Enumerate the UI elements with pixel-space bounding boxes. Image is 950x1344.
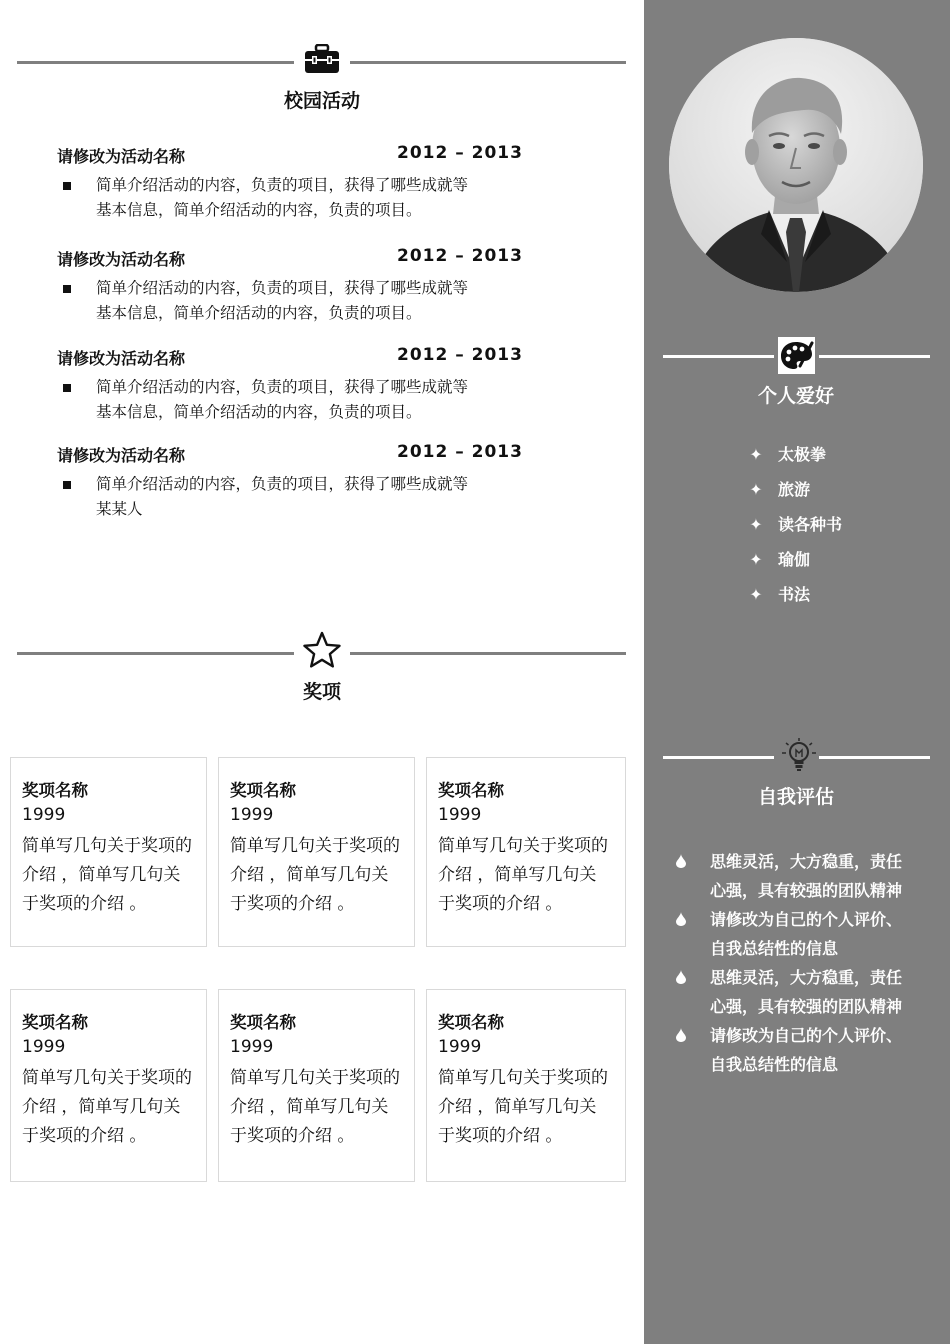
award-description: 简单写几句关于奖项的 介绍 ，简单写几句关 于奖项的介绍 。: [438, 836, 608, 914]
award-year: 1999: [438, 1037, 482, 1057]
droplet-icon: [676, 911, 686, 930]
four-point-star-icon: ✦: [749, 515, 763, 534]
four-point-star-icon: ✦: [749, 445, 763, 464]
activities-rule-left: [17, 61, 294, 64]
award-description: 简单写几句关于奖项的 介绍 ，简单写几句关 于奖项的介绍 。: [438, 1068, 608, 1146]
activities-rule-right: [350, 61, 626, 64]
award-card: [426, 989, 626, 1182]
activity-bullet: [63, 481, 71, 489]
lightbulb-icon: [780, 737, 818, 781]
award-name: 奖项名称: [438, 1013, 504, 1032]
four-point-star-icon: ✦: [749, 480, 763, 499]
profile-photo: [669, 38, 923, 292]
palette-icon: [778, 337, 815, 378]
activity-description: 简单介绍活动的内容，负责的项目，获得了哪些成就等 基本信息，简单介绍活动的内容，负责的项目。: [96, 176, 469, 219]
award-year: 1999: [438, 805, 482, 825]
award-year: 1999: [230, 1037, 274, 1057]
awards-rule-right: [350, 652, 626, 655]
awards-rule-left: [17, 652, 294, 655]
award-card: [218, 989, 415, 1182]
award-year: 1999: [22, 805, 66, 825]
award-name: 奖项名称: [230, 1013, 296, 1032]
evaluation-item: 请修改为自己的个人评价、 自我总结性的信息: [710, 910, 903, 958]
hobbies-rule-right: [819, 355, 930, 358]
activity-years: 2012 – 2013: [397, 143, 523, 163]
award-card: [426, 757, 626, 947]
hobby-item: ✦ 瑜伽: [749, 550, 811, 569]
award-name: 奖项名称: [230, 781, 296, 800]
award-year: 1999: [22, 1037, 66, 1057]
award-card: [218, 757, 415, 947]
award-description: 简单写几句关于奖项的 介绍 ，简单写几句关 于奖项的介绍 。: [22, 1068, 192, 1146]
activity-name: 请修改为活动名称: [57, 446, 186, 465]
activity-description: 简单介绍活动的内容，负责的项目，获得了哪些成就等 某某人: [96, 475, 469, 518]
hobbies-title: 个人爱好: [757, 385, 834, 407]
droplet-icon: [676, 853, 686, 872]
evaluation-item: 思维灵活，大方稳重，责任 心强，具有较强的团队精神: [710, 968, 903, 1016]
evaluation-rule-right: [819, 756, 930, 759]
evaluation-item: 思维灵活，大方稳重，责任 心强，具有较强的团队精神: [710, 852, 903, 900]
activity-description: 简单介绍活动的内容，负责的项目，获得了哪些成就等 基本信息，简单介绍活动的内容，负责的项目。: [96, 378, 469, 421]
award-name: 奖项名称: [22, 781, 88, 800]
evaluation-rule-left: [663, 756, 774, 759]
award-description: 简单写几句关于奖项的 介绍 ，简单写几句关 于奖项的介绍 。: [230, 836, 400, 914]
activity-name: 请修改为活动名称: [57, 349, 186, 368]
hobby-item: ✦ 旅游: [749, 480, 811, 499]
activity-name: 请修改为活动名称: [57, 147, 186, 166]
award-description: 简单写几句关于奖项的 介绍 ，简单写几句关 于奖项的介绍 。: [230, 1068, 400, 1146]
hobby-item: ✦ 太极拳: [749, 445, 827, 464]
activity-bullet: [63, 285, 71, 293]
award-year: 1999: [230, 805, 274, 825]
activity-bullet: [63, 182, 71, 190]
activity-years: 2012 – 2013: [397, 345, 523, 365]
droplet-icon: [676, 1027, 686, 1046]
evaluation-item: 请修改为自己的个人评价、 自我总结性的信息: [710, 1026, 903, 1074]
activities-title: 校园活动: [283, 90, 360, 112]
evaluation-title: 自我评估: [757, 786, 834, 808]
droplet-icon: [676, 969, 686, 988]
four-point-star-icon: ✦: [749, 585, 763, 604]
activity-description: 简单介绍活动的内容，负责的项目，获得了哪些成就等 基本信息，简单介绍活动的内容，负责的项目。: [96, 279, 469, 322]
star-icon: [303, 631, 341, 673]
award-description: 简单写几句关于奖项的 介绍 ，简单写几句关 于奖项的介绍 。: [22, 836, 192, 914]
award-name: 奖项名称: [22, 1013, 88, 1032]
briefcase-icon: [304, 44, 340, 78]
award-name: 奖项名称: [438, 781, 504, 800]
hobbies-rule-left: [663, 355, 774, 358]
activity-bullet: [63, 384, 71, 392]
hobby-item: ✦ 读各种书: [749, 515, 843, 534]
activity-name: 请修改为活动名称: [57, 250, 186, 269]
awards-title: 奖项: [302, 681, 341, 703]
hobby-item: ✦ 书法: [749, 585, 811, 604]
activity-years: 2012 – 2013: [397, 246, 523, 266]
award-card: [10, 989, 207, 1182]
four-point-star-icon: ✦: [749, 550, 763, 569]
activity-years: 2012 – 2013: [397, 442, 523, 462]
award-card: [10, 757, 207, 947]
